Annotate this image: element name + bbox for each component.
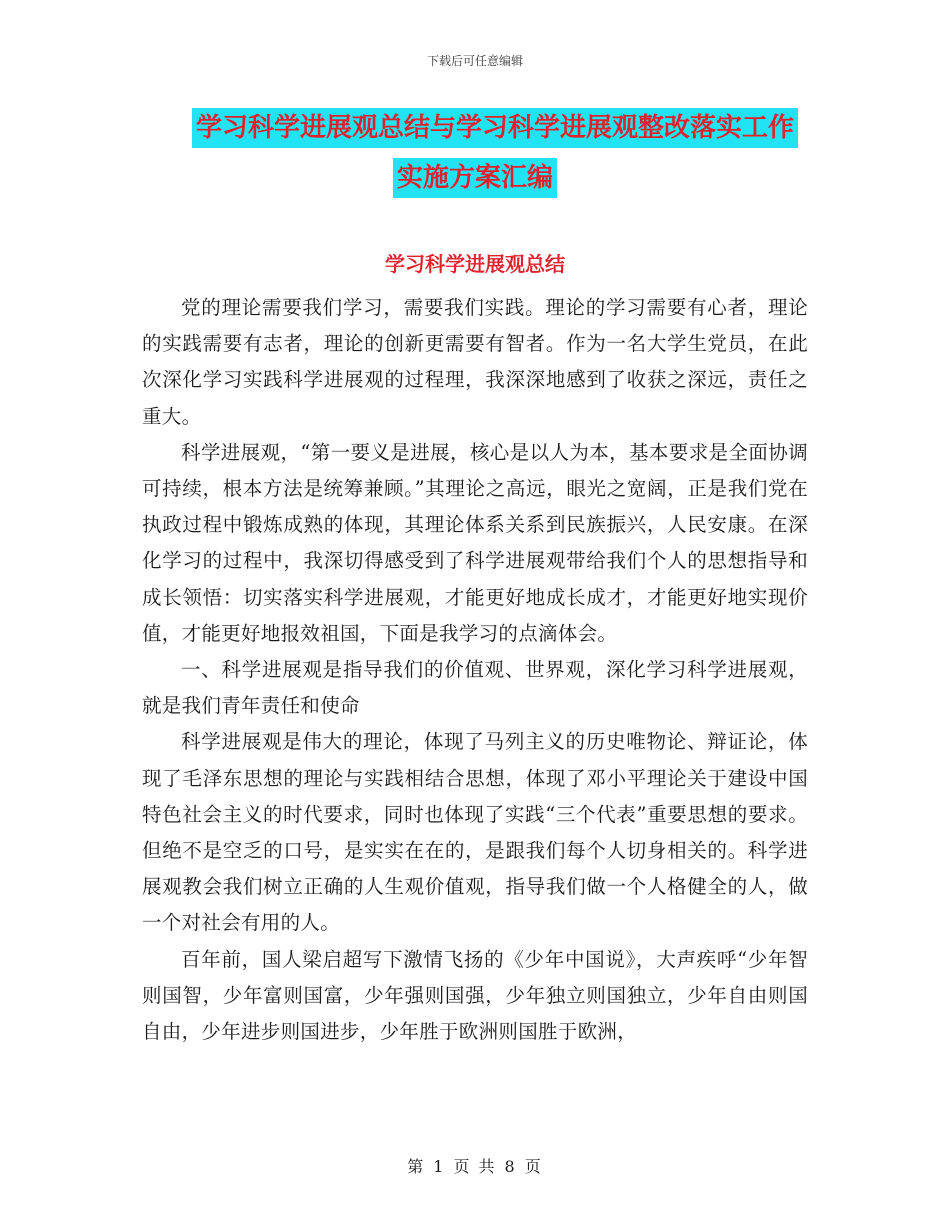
footer-middle: 页 共 xyxy=(453,1157,497,1176)
paragraph: 党的理论需要我们学习，需要我们实践。理论的学习需要有心者，理论的实践需要有志者，理论的创新更需要有智者。作为一名大学生党员，在此次深化学习实践科学进展观的过程理，我深深地感到了收获之深远，责任之重大。 xyxy=(142,296,808,428)
section-heading: 学习科学进展观总结 xyxy=(385,252,565,276)
header-note: 下载后可任意编辑 xyxy=(426,54,523,68)
footer-page-number: 1 xyxy=(433,1157,446,1176)
footer-suffix: 页 xyxy=(524,1157,543,1176)
title-line-1: 学习科学进展观总结与学习科学进展观整改落实工作 xyxy=(192,108,798,148)
paragraph: 百年前，国人梁启超写下激情飞扬的《少年中国说》，大声疾呼“少年智则国智，少年富则国富，少年强则国强，少年独立则国独立，少年自由则国自由，少年进步则国进步，少年胜于欧洲则国胜于欧洲， xyxy=(142,947,808,1044)
document-title xyxy=(0,108,950,198)
footer-total-pages: 8 xyxy=(504,1157,517,1176)
paragraph: 科学进展观，“第一要义是进展，核心是以人为本，基本要求是全面协调可持续，根本方法是统筹兼顾。”其理论之高远，眼光之宽阔，正是我们党在执政过程中锻炼成熟的体现，其理论体系关系到民族振兴，人民安康。在深化学习的过程中，我深切得感受到了科学进展观带给我们个人的思想指导和成长领悟：切实落实科学进展观，才能更好地成长成才，才能更好地实现价值，才能更好地报效祖国，下面是我学习的点滴体会。 xyxy=(142,440,808,645)
paragraph: 科学进展观是伟大的理论，体现了马列主义的历史唯物论、辩证论，体现了毛泽东思想的理论与实践相结合思想，体现了邓小平理论关于建设中国特色社会主义的时代要求，同时也体现了实践“三个代表”重要思想的要求。但绝不是空乏的口号，是实实在在的，是跟我们每个人切身相关的。科学进展观教会我们树立正确的人生观价值观，指导我们做一个人格健全的人，做一个对社会有用的人。 xyxy=(142,730,808,935)
paragraph-heading: 一、科学进展观是指导我们的价值观、世界观，深化学习科学进展观，就是我们青年责任和使命 xyxy=(142,658,808,718)
title-line-2: 实施方案汇编 xyxy=(393,158,557,198)
body-text xyxy=(142,290,808,1050)
page-footer xyxy=(0,1154,950,1177)
footer-prefix: 第 xyxy=(407,1157,426,1176)
